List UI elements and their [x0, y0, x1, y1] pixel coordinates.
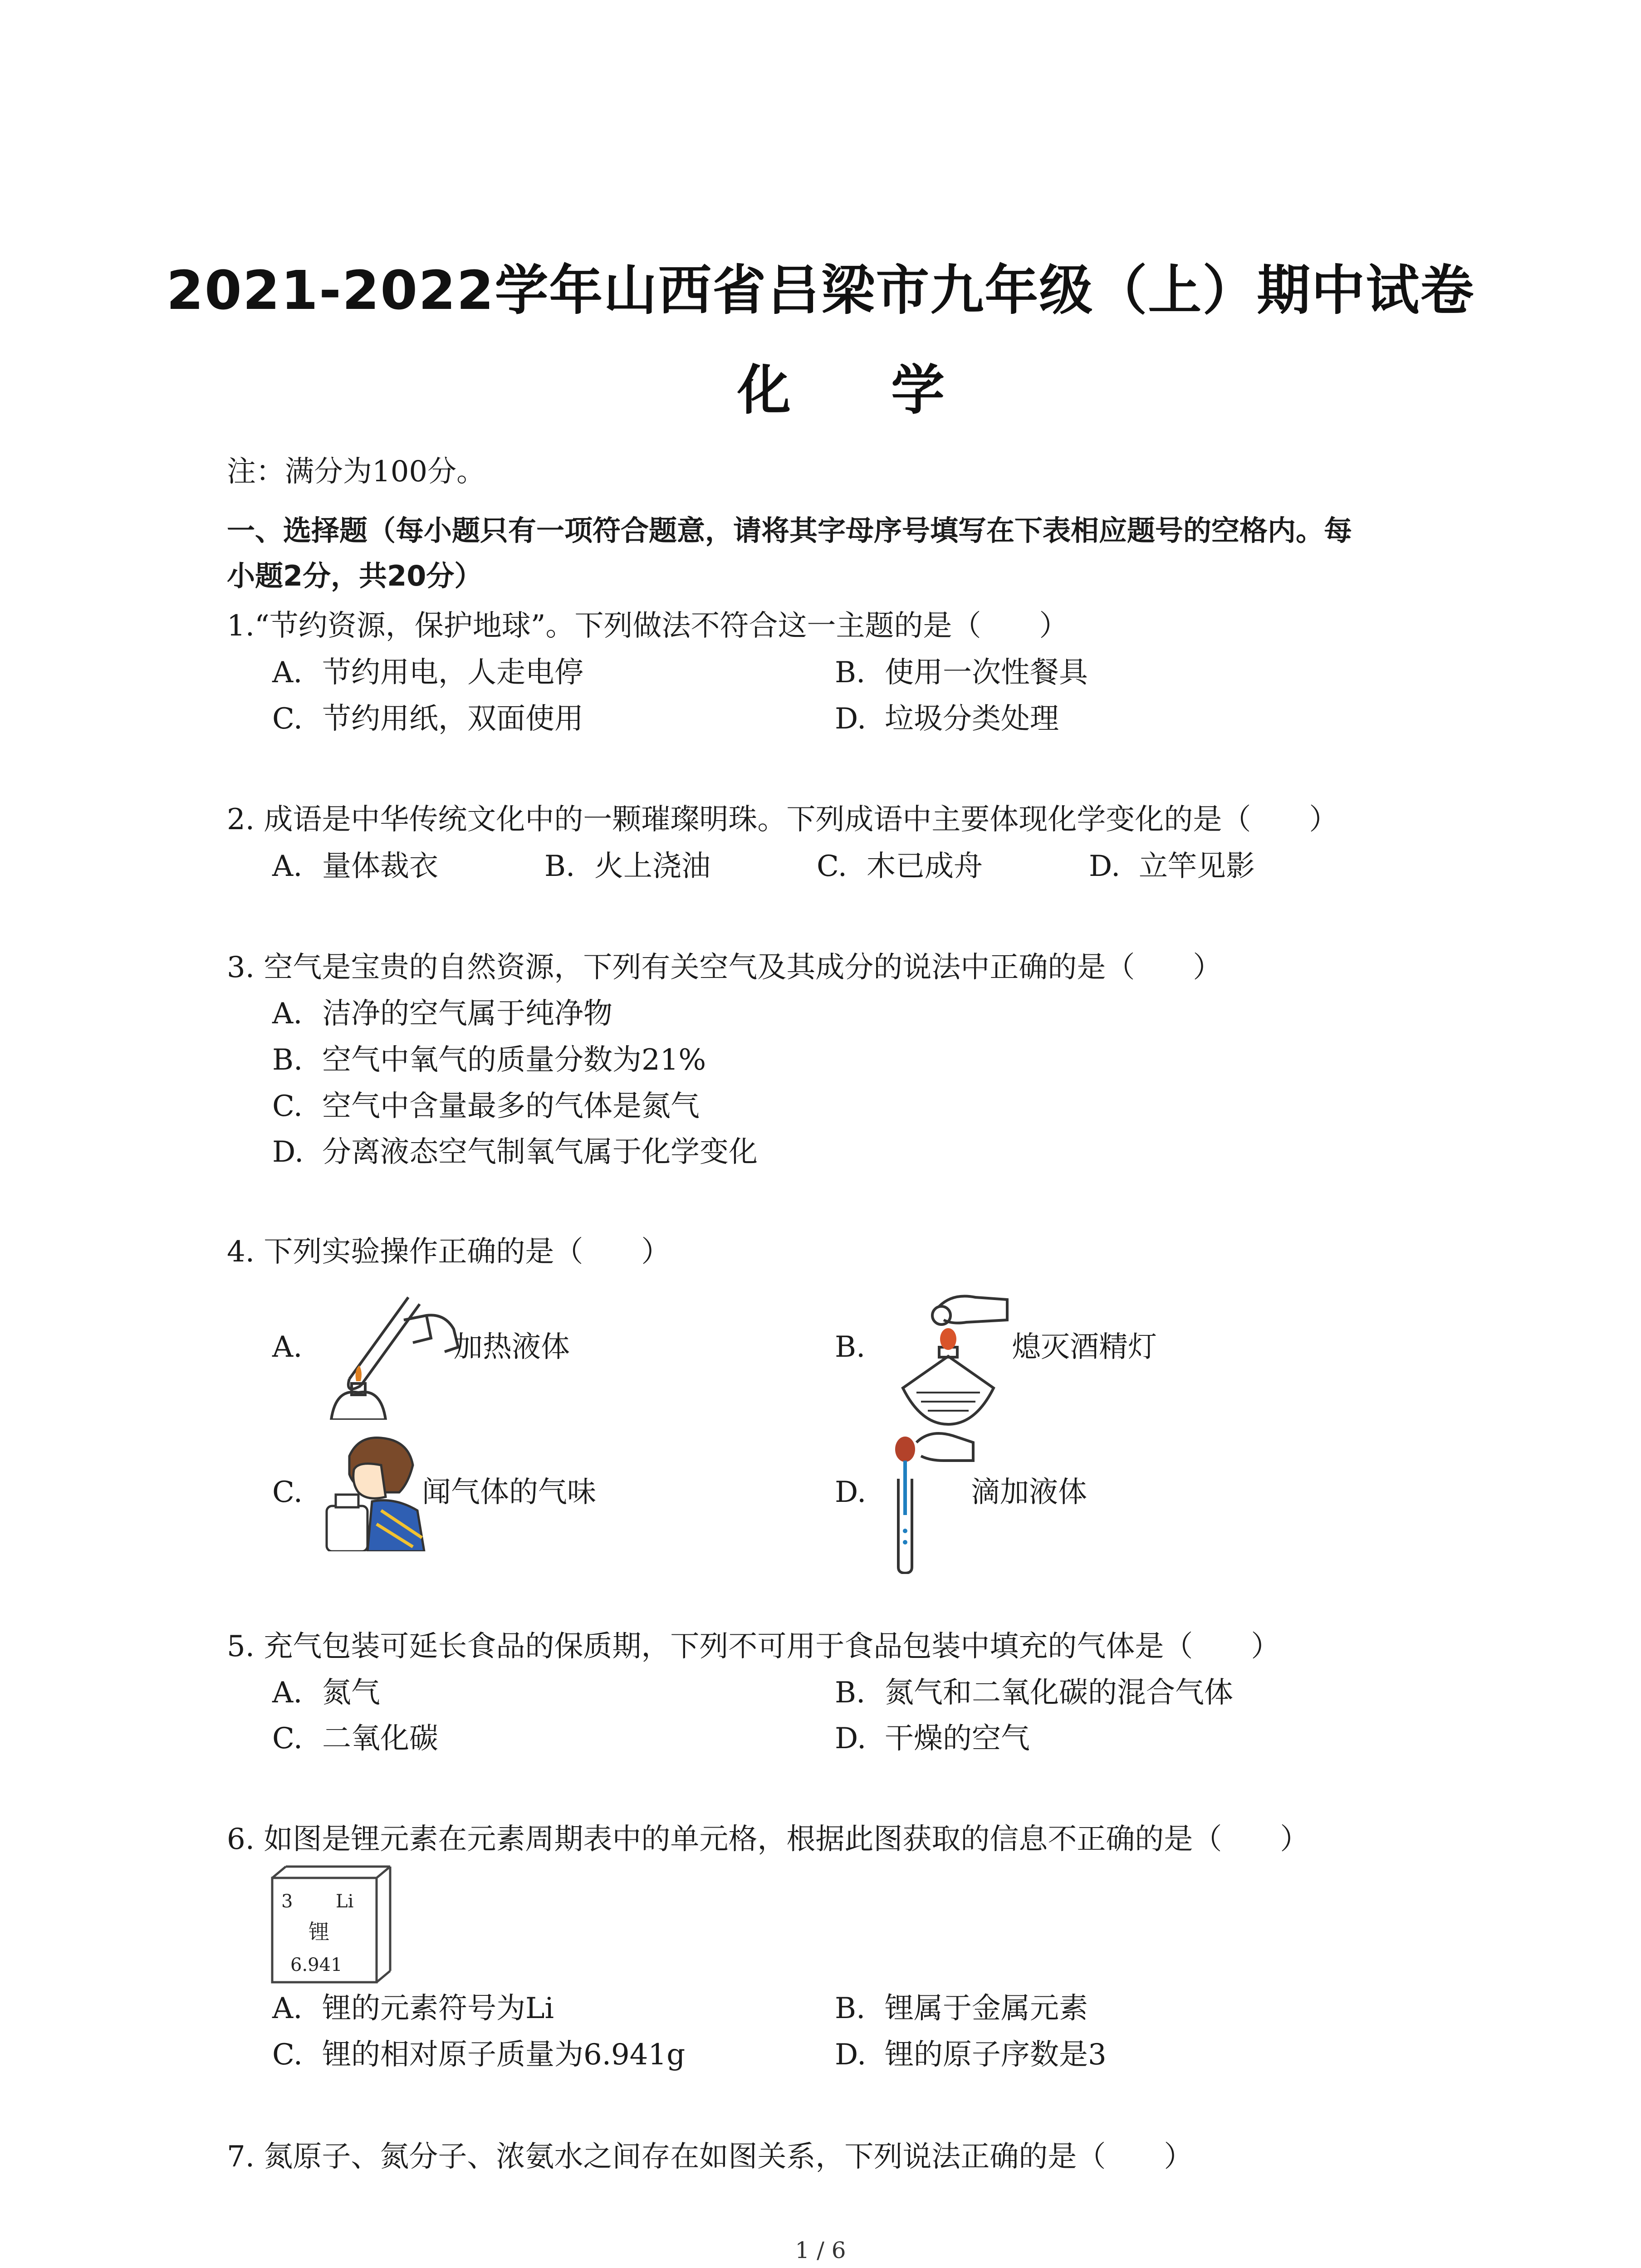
option-key: A.	[272, 1330, 303, 1364]
element-name: 锂	[309, 1920, 329, 1944]
page-number: 1 / 6	[795, 2237, 846, 2263]
option-key: B.	[272, 1043, 303, 1077]
option-text: 锂的原子序数是3	[885, 2038, 1107, 2072]
option-key: C.	[272, 702, 303, 736]
option-text: 垃圾分类处理	[885, 702, 1059, 736]
smell-gas-figure	[318, 1433, 426, 1551]
lamp-extinguish-figure	[885, 1288, 1012, 1429]
option-key: A.	[272, 997, 303, 1031]
option-text: 锂属于金属元素	[885, 1992, 1088, 2025]
question-4-option-c[interactable]	[272, 1474, 303, 1510]
drop-liquid-figure	[885, 1429, 975, 1574]
option-key: D.	[835, 1476, 867, 1509]
heating-liquid-figure	[318, 1288, 463, 1420]
section-heading-line1: 一、选择题（每小题只有一项符合题意，请将其字母序号填写在下表相应题号的空格内。每	[227, 514, 1352, 547]
option-text: 洁净的空气属于纯净物	[322, 997, 612, 1031]
question-5-option-c[interactable]	[272, 1721, 438, 1757]
question-2-option-c[interactable]	[817, 848, 983, 885]
question-4-option-b[interactable]	[835, 1329, 865, 1365]
option-key: D.	[835, 702, 867, 736]
question-6-stem: 6. 如图是锂元素在元素周期表中的单元格，根据此图获取的信息不正确的是（ ）	[227, 1823, 1309, 1856]
question-4-option-c-label: 闻气体的气味	[422, 1476, 596, 1509]
question-4-option-d-label: 滴加液体	[971, 1476, 1087, 1509]
option-key: A.	[272, 850, 303, 883]
question-4-option-d[interactable]	[835, 1474, 866, 1510]
option-key: C.	[272, 1722, 303, 1755]
option-key: A.	[272, 1676, 303, 1710]
question-3-option-c[interactable]	[272, 1088, 700, 1124]
question-3-option-b[interactable]	[272, 1042, 706, 1078]
question-3-stem: 3. 空气是宝贵的自然资源，下列有关空气及其成分的说法中正确的是（ ）	[227, 951, 1222, 984]
exam-title: 2021-2022学年山西省吕梁市九年级（上）期中试卷	[166, 259, 1475, 322]
option-key: B.	[835, 1992, 866, 2025]
option-key: D.	[835, 2038, 867, 2072]
exam-subject: 化 学	[737, 359, 986, 421]
option-text: 干燥的空气	[885, 1722, 1030, 1755]
question-1-option-b[interactable]	[835, 655, 1088, 691]
question-5-stem: 5. 充气包装可延长食品的保质期，下列不可用于食品包装中填充的气体是（ ）	[227, 1630, 1280, 1663]
option-text: 氮气	[322, 1676, 380, 1710]
option-text: 木已成舟	[867, 850, 983, 883]
option-text: 使用一次性餐具	[885, 656, 1088, 689]
option-key: C.	[817, 850, 847, 883]
question-3-option-a[interactable]	[272, 996, 612, 1032]
option-key: B.	[835, 1676, 866, 1710]
option-key: A.	[272, 656, 303, 689]
question-2-stem: 2. 成语是中华传统文化中的一颗璀璨明珠。下列成语中主要体现化学变化的是（ ）	[227, 803, 1338, 836]
question-1-stem: 1.“节约资源，保护地球”。下列做法不符合这一主题的是（ ）	[227, 609, 1068, 643]
option-text: 节约用电，人走电停	[322, 656, 583, 689]
question-1-option-d[interactable]	[835, 701, 1059, 737]
question-7-stem: 7. 氮原子、氮分子、浓氨水之间存在如图关系，下列说法正确的是（ ）	[227, 2140, 1193, 2174]
option-key: A.	[272, 1992, 303, 2025]
question-4-option-b-label: 熄灭酒精灯	[1012, 1330, 1157, 1364]
question-4-option-a[interactable]	[272, 1329, 303, 1365]
option-key: D.	[272, 1135, 304, 1169]
option-text: 二氧化碳	[322, 1722, 438, 1755]
question-1-option-a[interactable]	[272, 655, 583, 691]
question-5-option-a[interactable]	[272, 1675, 380, 1711]
option-text: 量体裁衣	[322, 850, 438, 883]
question-6-option-d[interactable]	[835, 2037, 1107, 2073]
option-key: D.	[835, 1722, 867, 1755]
option-text: 节约用纸，双面使用	[322, 702, 583, 736]
option-text: 立竿见影	[1139, 850, 1255, 883]
option-text: 火上浇油	[594, 850, 710, 883]
question-1-option-c[interactable]	[272, 701, 583, 737]
option-text: 分离液态空气制氧气属于化学变化	[322, 1135, 758, 1169]
option-key: B.	[835, 1330, 866, 1364]
lithium-element-card	[268, 1864, 395, 1987]
option-text: 锂的相对原子质量为6.941g	[322, 2038, 686, 2072]
option-key: B.	[835, 656, 866, 689]
option-text: 空气中氧气的质量分数为21%	[322, 1043, 706, 1077]
option-key: D.	[1089, 850, 1121, 883]
question-4-option-a-label: 加热液体	[454, 1330, 570, 1364]
option-key: C.	[272, 1476, 303, 1509]
question-4-stem: 4. 下列实验操作正确的是（ ）	[227, 1235, 671, 1269]
option-key: C.	[272, 2038, 303, 2072]
element-atomic-mass: 6.941	[290, 1955, 343, 1975]
element-atomic-number: 3	[281, 1891, 293, 1912]
question-2-option-a[interactable]	[272, 848, 438, 885]
option-key: B.	[544, 850, 575, 883]
question-6-option-b[interactable]	[835, 1990, 1088, 2027]
section-heading-line2: 小题2分，共20分）	[227, 559, 483, 592]
option-key: C.	[272, 1090, 303, 1123]
element-symbol: Li	[336, 1891, 354, 1912]
score-note: 注：满分为100分。	[227, 455, 486, 489]
option-text: 空气中含量最多的气体是氮气	[322, 1090, 700, 1123]
question-6-option-c[interactable]	[272, 2037, 685, 2073]
option-text: 氮气和二氧化碳的混合气体	[885, 1676, 1233, 1710]
question-3-option-d[interactable]	[272, 1134, 758, 1170]
question-2-option-b[interactable]	[544, 848, 710, 885]
question-6-option-a[interactable]	[272, 1990, 554, 2027]
question-5-option-b[interactable]	[835, 1675, 1233, 1711]
question-5-option-d[interactable]	[835, 1721, 1030, 1757]
question-2-option-d[interactable]	[1089, 848, 1255, 885]
option-text: 锂的元素符号为Li	[322, 1992, 554, 2025]
